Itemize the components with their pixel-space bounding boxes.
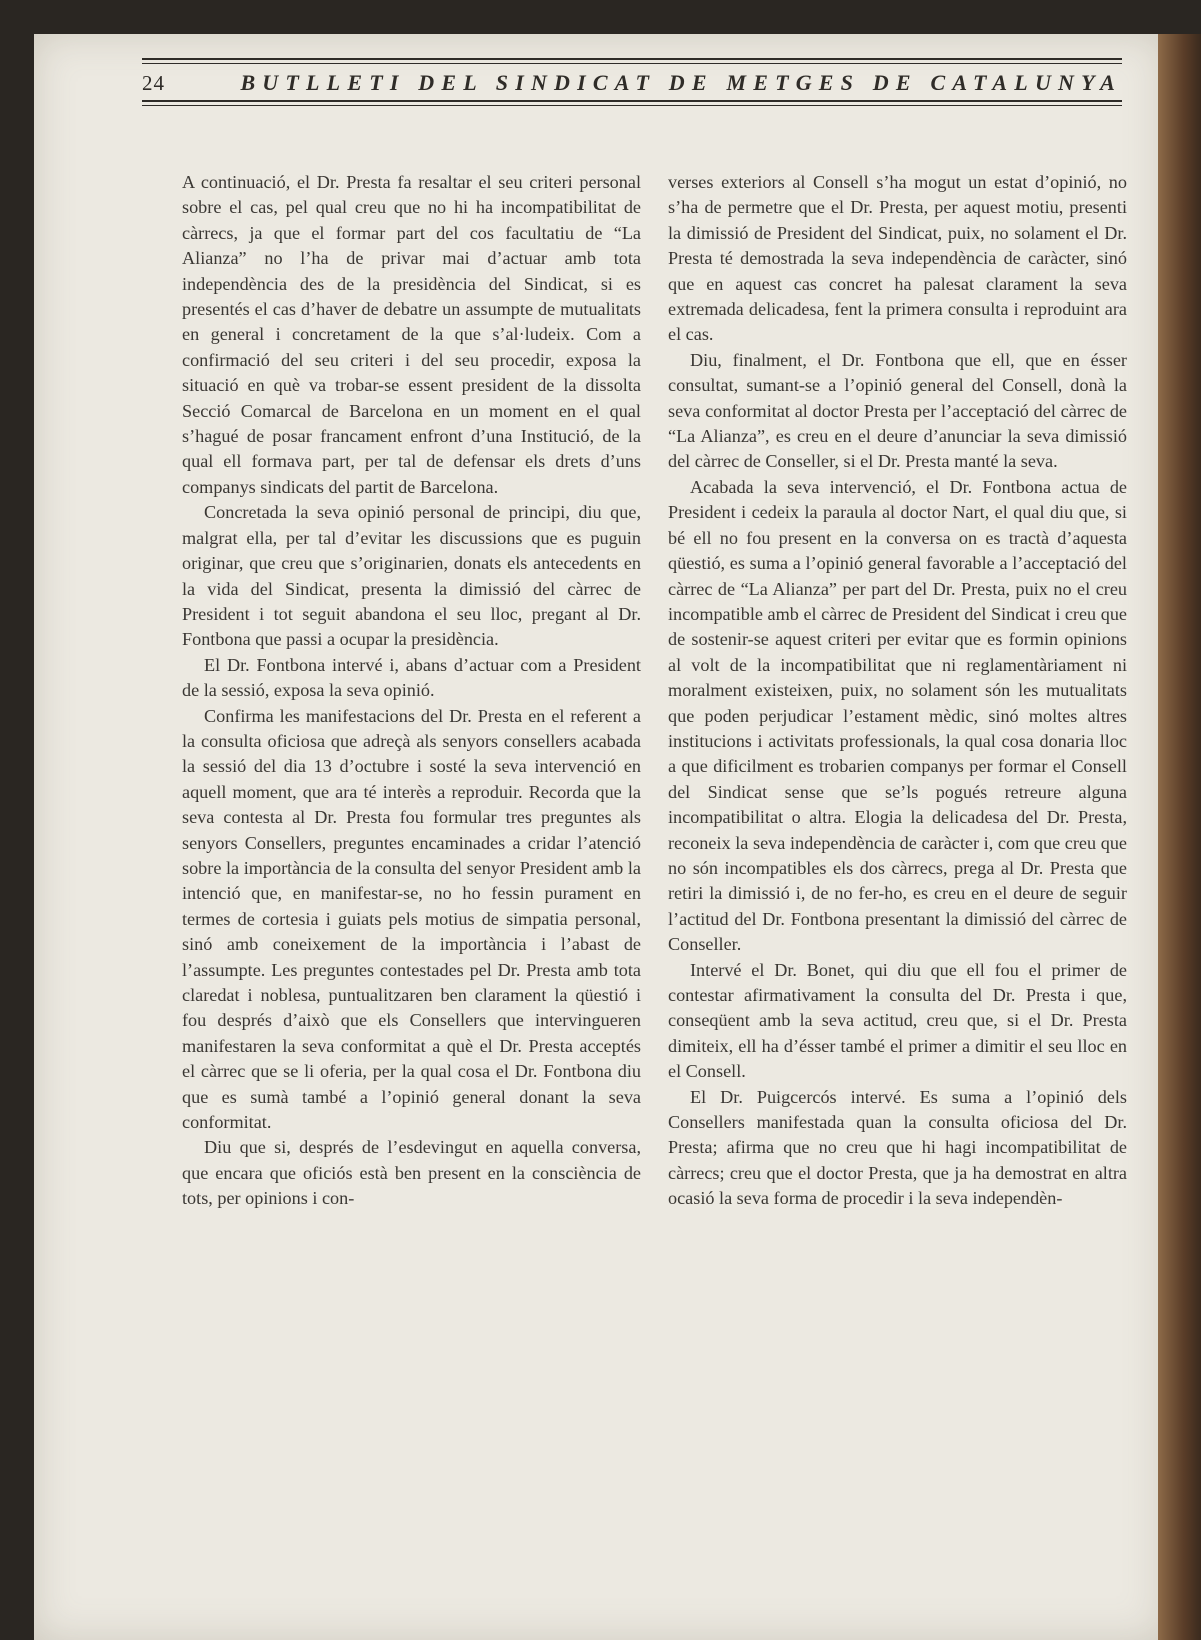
paragraph: Diu que si, després de l’esdevingut en aquella conversa, que encara que oficiós està ben present en la consciència de tots, per opinions i con- [182, 1137, 641, 1209]
paragraph: Confirma les manifestacions del Dr. Presta en el referent a la consulta oficiosa que adreçà als senyors consellers acabada la sessió del dia 13 d’octubre i sosté la seva intervenció en aquell moment, que ara té interès a reproduir. Recorda que la seva contesta al Dr. Presta fou formular tres preguntes als senyors Consellers, preguntes encaminades a cridar l’atenció sobre la importància de la consulta del senyor President amb la intenció que, en manifestar-se, no ho fessin purament en termes de cortesia i guiats pels motius de simpatia personal, sinó amb coneixement de la importància i l’abast de l’assumpte. Les preguntes contestades pel Dr. Presta amb tota claredat i noblesa, puntualitzaren ben clarament la qüestió i fou després d’això que els Consellers que intervingueren manifestaren la seva conformitat a què el Dr. Presta acceptés el càrrec que se li oferia, per la qual cosa el Dr. Fontbona diu que es sumà també a l’opinió general donant la seva conformitat. [182, 705, 641, 1133]
paragraph: A continuació, el Dr. Presta fa resaltar el seu criteri personal sobre el cas, pel qual creu que no hi ha incompatibilitat de càrrecs, ja que el formar part del cos facultatiu de “La Alianza” no l’ha de privar mai d’actuar amb tota independència des de la presidència del Sindicat, si es presentés el cas d’haver de debatre un assumpte de mutualitats en general i concretament de la que s’al·ludeix. Com a confirmació del seu criteri i del seu procedir, exposa la situació en què va trobar-se essent president de la dissolta Secció Comarcal de Barcelona en un moment en el qual s’hagué de posar francament enfront d’una Institució, de la qual ell formava part, per tal de defensar els drets d’uns companys sindicats del partit de Barcelona. [182, 172, 641, 497]
header-rule-top [142, 58, 1122, 60]
text-columns [182, 170, 1127, 1212]
header-rule-bottom-thin [142, 105, 1122, 106]
paragraph: Concretada la seva opinió personal de principi, diu que, malgrat ella, per tal d’evitar les discussions que es puguin originar, que creu que s’originarien, donats els antecedents en la vida del Sindicat, presenta la dimissió del càrrec de President i tot seguit abandona el seu lloc, pregant al Dr. Fontbona que passi a ocupar la presidència. [182, 502, 641, 650]
paragraph: verses exteriors al Consell s’ha mogut un estat d’opinió, no s’ha de permetre que el Dr. Presta, per aquest motiu, presenti la dimissió de President del Sindicat, puix, no solament el Dr. Presta té demostrada la seva independència de caràcter, sinó que en aquest cas concret ha palesat clarament la seva extremada delicadesa, fent la primera consulta i reproduint ara el cas. [668, 172, 1127, 345]
page-number: 24 [142, 71, 165, 95]
journal-title: BUTLLETI DEL SINDICAT DE METGES DE CATALUNYA [240, 70, 1122, 95]
right-column [668, 170, 1127, 1212]
paragraph: Intervé el Dr. Bonet, qui diu que ell fou el primer de contestar afirmativament la consulta del Dr. Presta i que, conseqüent amb la seva actitud, creu que, si el Dr. Presta dimiteix, ell ha d’ésser també el primer a dimitir el seu lloc en el Consell. [668, 959, 1127, 1082]
paragraph: Acabada la seva intervenció, el Dr. Fontbona actua de President i cedeix la paraula al doctor Nart, el qual diu que, si bé ell no fou present en la conversa on es tractà d’aquesta qüestió, es suma a l’opinió general favorable a l’acceptació del càrrec de “La Alianza” per part del Dr. Presta, puix no el creu incompatible amb el càrrec de President del Sindicat i creu que de sostenir-se aquest criteri per evitar que es formin opinions al volt de la incompatibilitat que ni reglamentàriament ni moralment existeixen, puix, no solament són les mutualitats que poden perjudicar l’estament mèdic, sinó moltes altres institucions i activitats professionals, la qual cosa donaria lloc a que dificilment es trobarien companys per formar el Consell del Sindicat sense que se’ls pogués retreure alguna incompatibilitat o altra. Elogia la delicadesa del Dr. Presta, reconeix la seva independència de caràcter i, com que creu que no són incompatibles els dos càrrecs, prega al Dr. Presta que retiri la dimissió i, de no fer-ho, es creu en el deure de seguir l’actitud del Dr. Fontbona presentant la dimissió del càrrec de Conseller. [668, 476, 1127, 955]
paragraph: Diu, finalment, el Dr. Fontbona que ell, que en ésser consultat, sumant-se a l’opinió general del Consell, donà la seva conformitat al doctor Presta per l’acceptació del càrrec de “La Alianza”, es creu en el deure d’anunciar la seva dimissió del càrrec de Conseller, si el Dr. Presta manté la seva. [668, 349, 1127, 472]
paragraph: El Dr. Puigcercós intervé. Es suma a l’opinió dels Consellers manifestada quan la consulta oficiosa del Dr. Presta; afirma que no creu que hi hagi incompatibilitat de càrrecs; creu que el doctor Presta, que ja ha demostrat en altra ocasió la seva forma de procedir i la seva independèn- [668, 1086, 1127, 1209]
page-header [142, 58, 1122, 106]
header-row [142, 64, 1122, 100]
header-rule-bottom [142, 100, 1122, 102]
page-edge [1158, 34, 1201, 1640]
left-column [182, 170, 641, 1212]
paragraph: El Dr. Fontbona intervé i, abans d’actuar com a President de la sessió, exposa la seva opinió. [182, 654, 641, 701]
